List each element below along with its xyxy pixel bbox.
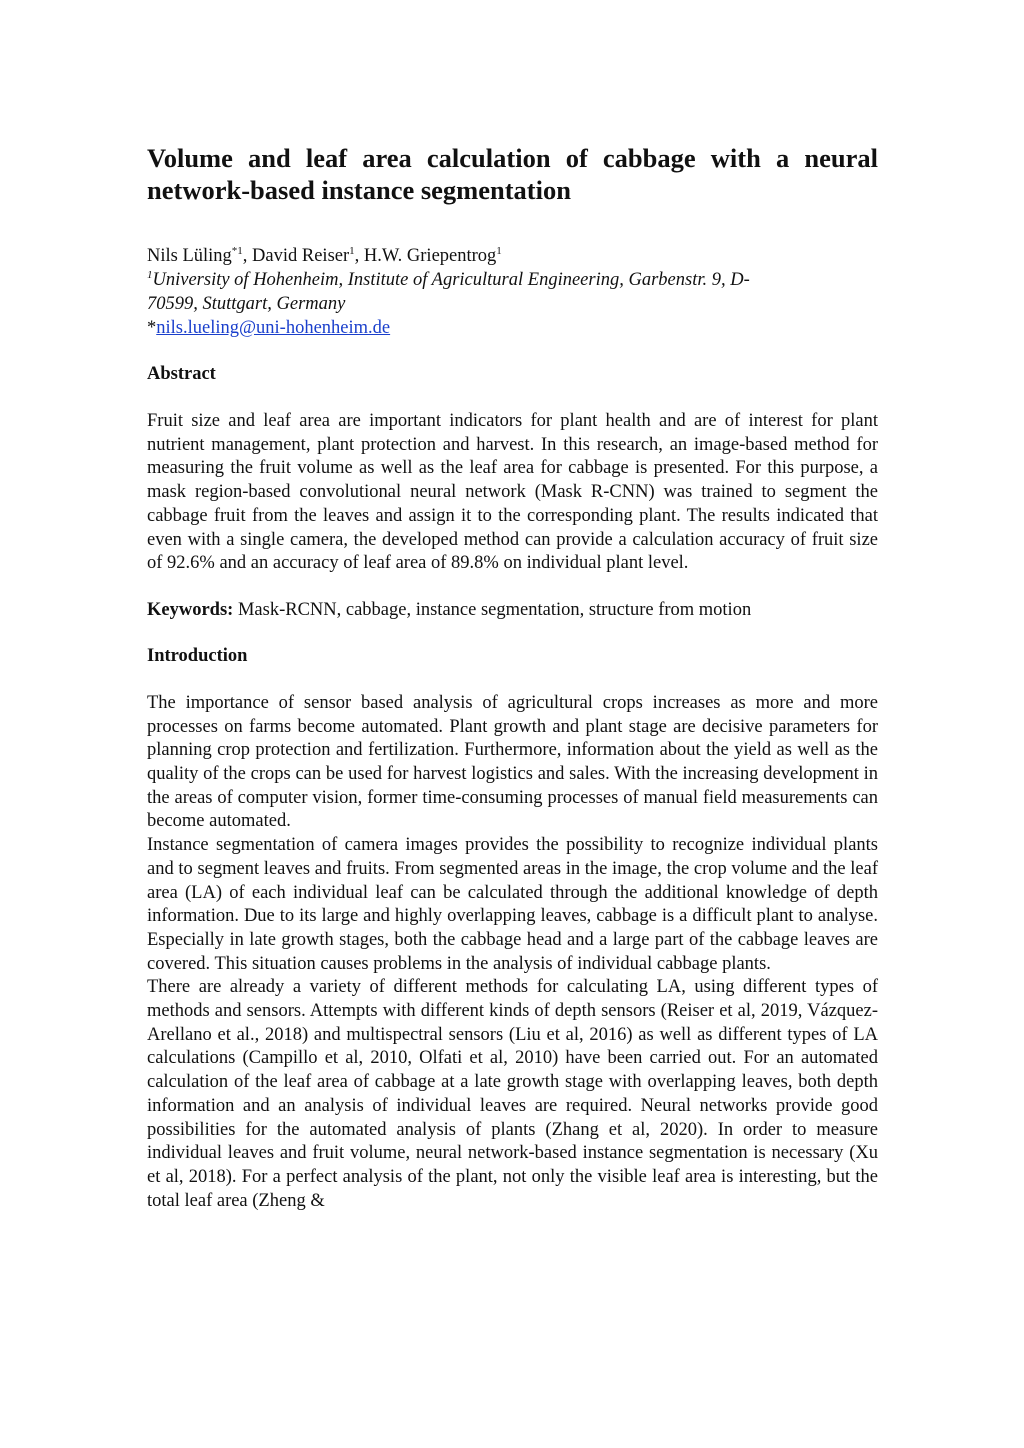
keywords-label: Keywords: <box>147 599 234 620</box>
affiliation-line-2: 70599, Stuttgart, Germany <box>147 294 346 314</box>
introduction-paragraph-2: Instance segmentation of camera images provides the possibility to recognize individual plants and to segment leaves and fruits. From segmented areas in the image, the crop volume and the leaf area (LA) of each individual leaf can be calculated through the additional knowledge of depth information. Due to its large and highly overlapping leaves, cabbage is a difficult plant to analyse. Especially in late growth stages, both the cabbage head and a large part of the cabbage leaves are covered. This situation causes problems in the analysis of individual cabbage plants. <box>147 835 878 974</box>
author-separator: , <box>354 246 364 266</box>
author-superscript: *1 <box>231 244 243 257</box>
email-link[interactable]: nils.lueling@uni-hohenheim.de <box>156 318 391 338</box>
author-name: H.W. Griepentrog <box>363 246 497 266</box>
author-superscript: 1 <box>349 244 355 257</box>
keywords-text: Mask-RCNN, cabbage, instance segmentation, structure from motion <box>233 599 752 620</box>
abstract-body: Fruit size and leaf area are important indicators for plant health and are of interest for plant nutrient management, plant protection and harvest. In this research, an image-based method for measuring the fruit volume as well as the leaf area for cabbage is presented. For this purpose, a mask region-based convolutional neural network (Mask R-CNN) was trained to segment the cabbage fruit from the leaves and assign it to the corresponding plant. The results indicated that even with a single camera, the developed method can provide a calculation accuracy of fruit size of 92.6% and an accuracy of leaf area of 89.8% on individual plant level. <box>147 411 878 574</box>
author-name: Nils Lüling <box>147 246 232 266</box>
introduction-paragraph-3: There are already a variety of different methods for calculating LA, using different types of methods and sensors. Attempts with different kinds of depth sensors (Reiser et al, 2019, Vázquez-Arellano et al., 2018) and multispectral sensors (Liu et al, 2016) as well as different types of LA calculations (Campillo et al, 2010, Olfati et al, 2010) have been carried out. For an automated calculation of the leaf area of cabbage at a late growth stage with overlapping leaves, both depth information and an analysis of individual leaves are required. Neural networks provide good possibilities for the automated analysis of plants (Zhang et al, 2020). In order to measure individual leaves and fruit volume, neural network-based instance segmentation is necessary (Xu et al, 2018). For a perfect analysis of the plant, not only the visible leaf area is interesting, but the total leaf area (Zheng & <box>147 977 878 1211</box>
author-name: David Reiser <box>252 246 350 266</box>
abstract-heading: Abstract <box>147 364 216 384</box>
introduction-body <box>147 692 878 1213</box>
corresponding-email <box>147 316 878 340</box>
author-separator: , <box>242 246 253 266</box>
email-asterisk: * <box>147 318 157 338</box>
paper-page <box>147 142 878 1213</box>
author-list <box>147 244 878 268</box>
introduction-paragraph-1: The importance of sensor based analysis of agricultural crops increases as more and more processes on farms become automated. Plant growth and plant stage are decisive parameters for planning crop protection and fertilization. Furthermore, information about the yield as well as the quality of the crops can be used for harvest logistics and sales. With the increasing development in the areas of computer vision, former time-consuming processes of manual field measurements can become automated. <box>147 692 878 832</box>
keywords <box>147 598 878 622</box>
paper-title <box>147 142 878 206</box>
affiliation-line-1: University of Hohenheim, Institute of Agricultural Engineering, Garbenstr. 9, D- <box>152 270 750 290</box>
affiliation-superscript: 1 <box>147 268 153 281</box>
title-line-1: Volume and leaf area calculation of cabbage with a neural <box>147 143 878 173</box>
introduction-heading: Introduction <box>147 645 248 666</box>
title-line-2: network-based instance segmentation <box>147 175 571 205</box>
author-superscript: 1 <box>496 244 502 257</box>
affiliation <box>147 268 878 316</box>
